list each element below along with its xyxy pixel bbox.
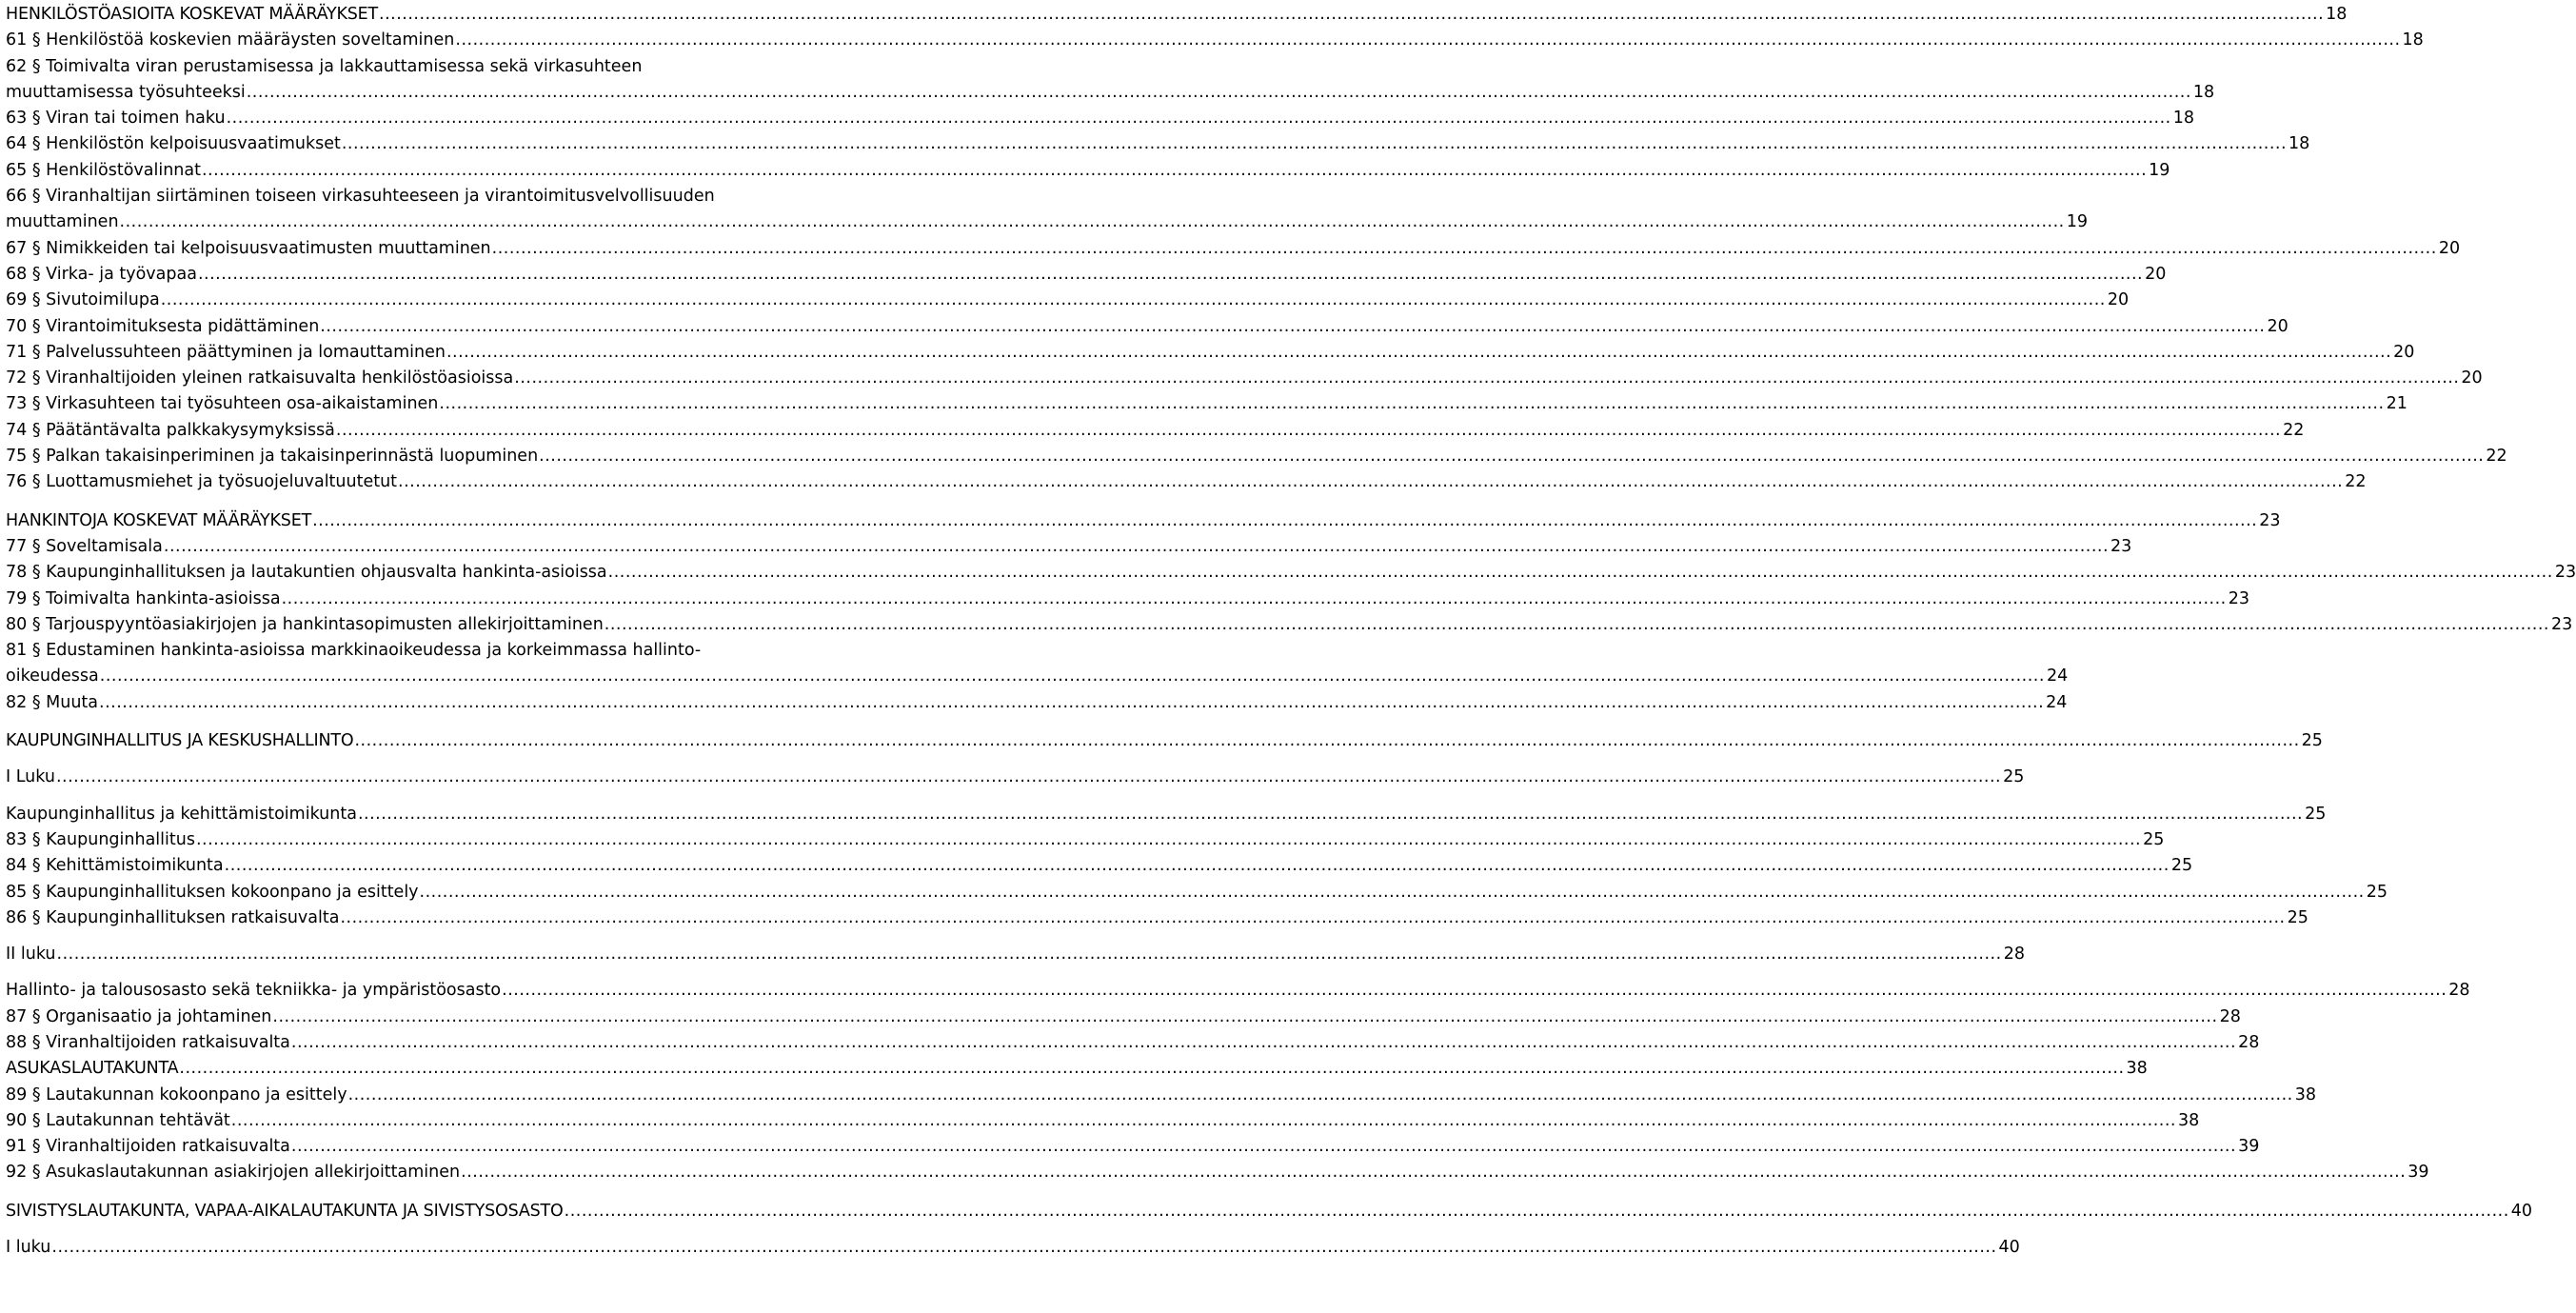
toc-entry[interactable] [6, 366, 2483, 391]
toc-page-number: 28 [2219, 1006, 2241, 1026]
dot-leader [336, 418, 2281, 444]
toc-page-number: 19 [2149, 160, 2170, 180]
toc-entry-title: Kaupunginhallitus ja kehittämistoimikunta [6, 804, 357, 824]
toc-entry-title: 74 § Päätäntävalta palkkakysymyksissä [6, 420, 335, 440]
toc-entry-title: muuttaminen [6, 212, 119, 232]
toc-entry-title: ASUKASLAUTAKUNTA [6, 1059, 179, 1079]
toc-entry-title: 71 § Palvelussuhteen päättyminen ja lomauttaminen [6, 342, 446, 362]
toc-heading[interactable] [6, 508, 2281, 534]
toc-entry-title: 82 § Muuta [6, 692, 99, 712]
toc-entry[interactable] [6, 469, 2367, 495]
toc-entry[interactable] [6, 340, 2415, 366]
dot-leader [604, 612, 2549, 638]
toc-page-number: 23 [2228, 588, 2249, 608]
toc-entry[interactable] [6, 1030, 2260, 1056]
toc-page-number: 23 [2259, 510, 2281, 530]
dot-leader [282, 587, 2227, 612]
toc-entry[interactable] [6, 236, 2461, 262]
toc-page-number: 18 [2402, 30, 2424, 50]
toc-entry-title: 85 § Kaupunginhallituksen kokoonpano ja esittely [6, 882, 419, 902]
toc-entry[interactable] [6, 288, 2130, 313]
toc-page-number: 20 [2438, 238, 2461, 258]
toc-entry[interactable] [6, 880, 2388, 905]
dot-leader [461, 1160, 2406, 1185]
dot-leader [247, 80, 2191, 106]
toc-entry-title: 65 § Henkilöstövalinnat [6, 160, 201, 180]
toc-entry[interactable] [6, 444, 2507, 469]
toc-page-number: 39 [2408, 1163, 2429, 1183]
toc-entry-title: 83 § Kaupunginhallitus [6, 829, 195, 849]
toc-entry-title: 70 § Virantoimituksesta pidättäminen [6, 316, 320, 336]
dot-leader [446, 340, 2391, 366]
toc-page-number: 20 [2393, 342, 2415, 362]
toc-page-number: 40 [2510, 1201, 2533, 1221]
toc-page-number: 25 [2305, 804, 2327, 824]
dot-leader [179, 1056, 2124, 1082]
toc-entry-title: 69 § Sivutoimilupa [6, 290, 160, 310]
dot-leader [272, 1005, 2217, 1030]
dot-leader [358, 802, 2303, 827]
toc-page-number: 23 [2110, 536, 2132, 556]
toc-entry[interactable] [6, 158, 2170, 184]
toc-page-number: 22 [2283, 420, 2305, 440]
toc-entry[interactable] [6, 1083, 2317, 1108]
dot-leader [398, 469, 2343, 495]
toc-entry-title: 84 § Kehittämistoimikunta [6, 856, 224, 876]
dot-leader [420, 880, 2365, 905]
toc-entry[interactable] [6, 664, 2069, 689]
toc-entry-title: 86 § Kaupunginhallituksen ratkaisuvalta [6, 907, 340, 927]
toc-page-number: 20 [2267, 316, 2289, 336]
toc-entry-title: 67 § Nimikkeiden tai kelpoisuusvaatimusten muuttaminen [6, 238, 491, 258]
toc-entry-title: 78 § Kaupunginhallituksen ja lautakuntien ohjausvalta hankinta-asioissa [6, 563, 607, 583]
toc-entry-title: HENKILÖSTÖASIOITA KOSKEVAT MÄÄRÄYKSET [6, 5, 379, 24]
toc-page-number: 18 [2326, 5, 2348, 24]
toc-page-number: 28 [2448, 981, 2470, 1001]
toc-entry-title: 77 § Soveltamisala [6, 536, 163, 556]
toc-entry[interactable] [6, 184, 910, 209]
toc-page-number: 22 [2486, 447, 2507, 467]
dot-leader [379, 2, 2324, 28]
toc-entry-title: I Luku [6, 767, 55, 787]
toc-entry-title: 79 § Toimivalta hankinta-asioissa [6, 588, 281, 608]
toc-entry[interactable] [6, 131, 2310, 157]
toc-page-number: 19 [2066, 212, 2088, 232]
toc-entry[interactable] [6, 638, 910, 664]
dot-leader [99, 690, 2044, 716]
toc-entry[interactable] [6, 560, 2576, 586]
dot-leader [492, 236, 2437, 262]
toc-page-number: 25 [2287, 907, 2308, 927]
toc-entry[interactable] [6, 765, 2025, 790]
toc-entry-title: oikeudessa [6, 666, 99, 686]
toc-entry[interactable] [6, 80, 2215, 106]
dot-leader [608, 560, 2553, 586]
dot-leader [120, 209, 2065, 235]
toc-entry-title: 66 § Viranhaltijan siirtäminen toiseen virkasuhteeseen ja virantoimitusvelvollisuuden [6, 187, 715, 207]
toc-entry[interactable] [6, 1160, 2429, 1185]
dot-leader [57, 942, 2002, 967]
toc-page-number: 25 [2003, 767, 2025, 787]
dot-leader [100, 664, 2045, 689]
toc-entry-title: 92 § Asukaslautakunnan asiakirjojen allekirjoittaminen [6, 1163, 461, 1183]
toc-entry-title: HANKINTOJA KOSKEVAT MÄÄRÄYKSET [6, 510, 312, 530]
dot-leader [56, 765, 2001, 790]
dot-leader [320, 314, 2265, 340]
toc-entry[interactable] [6, 1108, 2200, 1134]
toc-entry[interactable] [6, 209, 2088, 235]
toc-entry[interactable] [6, 587, 2249, 612]
dot-leader [342, 131, 2287, 157]
dot-leader [225, 853, 2170, 879]
toc-page-number: 24 [2046, 692, 2068, 712]
dot-leader [198, 262, 2143, 288]
toc-entry-title: 88 § Viranhaltijoiden ratkaisuvalta [6, 1032, 290, 1052]
toc-page-number: 23 [2550, 614, 2573, 634]
toc-page-number: 40 [1998, 1238, 2020, 1258]
toc-heading[interactable] [6, 1056, 2148, 1082]
dot-leader [514, 366, 2459, 391]
toc-entry-title: 68 § Virka- ja työvapaa [6, 264, 197, 284]
toc-entry-title: 91 § Viranhaltijoiden ratkaisuvalta [6, 1137, 290, 1157]
dot-leader [231, 1108, 2176, 1134]
toc-entry-title: 61 § Henkilöstöä koskevien määräysten soveltaminen [6, 30, 455, 50]
toc-entry-title: 63 § Viran tai toimen haku [6, 109, 226, 129]
toc-entry[interactable] [6, 853, 2193, 879]
toc-entry-title: SIVISTYSLAUTAKUNTA, VAPAA-AIKALAUTAKUNTA JA SIVISTYSOSASTO [6, 1201, 564, 1221]
toc-entry[interactable] [6, 391, 2408, 417]
toc-entry-title: 72 § Viranhaltijoiden yleinen ratkaisuvalta henkilöstöasioissa [6, 368, 514, 388]
toc-page-number: 38 [2294, 1084, 2317, 1104]
toc-entry-title: 80 § Tarjouspyyntöasiakirjojen ja hankintasopimusten allekirjoittaminen [6, 614, 604, 634]
dot-leader [164, 534, 2109, 560]
toc-page-number: 39 [2238, 1137, 2260, 1157]
dot-leader [539, 444, 2484, 469]
toc-page-number: 20 [2461, 368, 2483, 388]
toc-page-number: 25 [2143, 829, 2165, 849]
dot-leader [439, 391, 2384, 417]
toc-entry[interactable] [6, 690, 2068, 716]
toc-entry-title: II luku [6, 945, 56, 965]
dot-leader [348, 1083, 2293, 1108]
toc-entry-title: 81 § Edustaminen hankinta-asioissa markkinaoikeudessa ja korkeimmassa hallinto- [6, 641, 702, 661]
toc-entry-title: Hallinto- ja talousosasto sekä tekniikka- ja ympäristöosasto [6, 981, 502, 1001]
toc-page-number: 23 [2554, 563, 2576, 583]
toc-page-number: 21 [2386, 394, 2408, 414]
toc-page-number: 38 [2126, 1059, 2148, 1079]
dot-leader [291, 1134, 2236, 1160]
dot-leader [565, 1199, 2509, 1224]
toc-page-number: 24 [2046, 666, 2069, 686]
toc-entry-title: 75 § Palkan takaisinperiminen ja takaisinperinnästä luopuminen [6, 447, 539, 467]
toc-page-number: 25 [2301, 731, 2323, 751]
toc-entry[interactable] [6, 612, 2573, 638]
toc-entry[interactable] [6, 905, 2308, 931]
toc-entry[interactable] [6, 827, 2165, 853]
toc-entry[interactable] [6, 534, 2132, 560]
dot-leader [312, 508, 2257, 534]
toc-entry-title: 73 § Virkasuhteen tai työsuhteen osa-aikaistaminen [6, 394, 439, 414]
dot-leader [202, 158, 2147, 184]
toc-entry[interactable] [6, 54, 910, 80]
toc-entry[interactable] [6, 942, 2025, 967]
dot-leader [51, 1235, 1996, 1261]
toc-entry[interactable] [6, 418, 2305, 444]
toc-entry[interactable] [6, 802, 2327, 827]
toc-entry-title: 76 § Luottamusmiehet ja työsuojeluvaltuutetut [6, 472, 398, 492]
toc-page-number: 20 [2145, 264, 2167, 284]
toc-entry[interactable] [6, 978, 2470, 1004]
toc-page-number: 22 [2345, 472, 2367, 492]
dot-leader [227, 106, 2171, 131]
toc-page-number: 25 [2366, 882, 2388, 902]
toc-heading[interactable] [6, 1199, 2533, 1224]
toc-page-number: 18 [2192, 82, 2215, 102]
toc-heading[interactable] [6, 728, 2323, 754]
toc-entry[interactable] [6, 106, 2195, 131]
toc-entry-title: 87 § Organisaatio ja johtaminen [6, 1006, 272, 1026]
table-of-contents [6, 2, 2576, 1261]
toc-entry-title: muuttamisessa työsuhteeksi [6, 82, 246, 102]
toc-page-number: 20 [2107, 290, 2130, 310]
toc-entry-title: 89 § Lautakunnan kokoonpano ja esittely [6, 1084, 347, 1104]
toc-entry[interactable] [6, 1134, 2260, 1160]
toc-page-number: 28 [2238, 1032, 2260, 1052]
dot-leader [502, 978, 2447, 1004]
toc-entry-title: 64 § Henkilöstön kelpoisuusvaatimukset [6, 134, 341, 154]
toc-page-number: 38 [2177, 1110, 2200, 1130]
toc-entry[interactable] [6, 314, 2289, 340]
toc-entry[interactable] [6, 1235, 2020, 1261]
dot-leader [455, 28, 2400, 53]
toc-page-number: 18 [2289, 134, 2310, 154]
toc-heading[interactable] [6, 2, 2348, 28]
toc-entry[interactable] [6, 28, 2424, 53]
toc-entry[interactable] [6, 262, 2167, 288]
dot-leader [291, 1030, 2236, 1056]
toc-page-number: 18 [2172, 109, 2195, 129]
dot-leader [340, 905, 2285, 931]
dot-leader [354, 728, 2299, 754]
toc-page-number: 25 [2170, 856, 2193, 876]
toc-entry[interactable] [6, 1005, 2241, 1030]
toc-page-number: 28 [2003, 945, 2025, 965]
dot-leader [161, 288, 2106, 313]
toc-entry-title: 62 § Toimivalta viran perustamisessa ja lakkauttamisessa sekä virkasuhteen [6, 56, 643, 76]
toc-entry-title: I luku [6, 1238, 51, 1258]
toc-entry-title: KAUPUNGINHALLITUS JA KESKUSHALLINTO [6, 731, 354, 751]
dot-leader [196, 827, 2141, 853]
toc-entry-title: 90 § Lautakunnan tehtävät [6, 1110, 230, 1130]
